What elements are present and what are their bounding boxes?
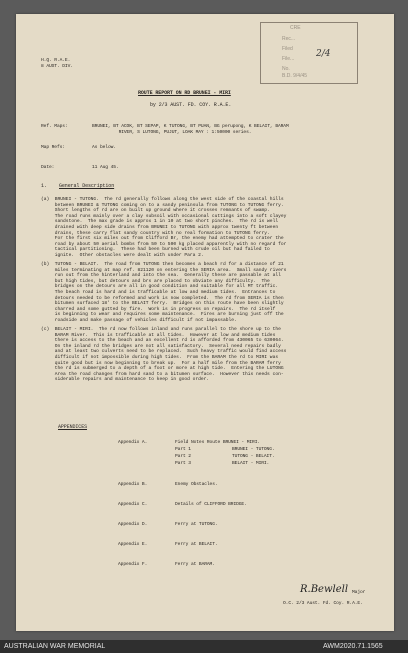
document-title: ROUTE REPORT ON RD BRUNEI - MIRI xyxy=(138,90,231,96)
ref-maps-text: BRUNEI, BT ACOK, BT SEPAP, K TUTONG, BT PUAN, BG perupong, K BELAIT, BARAM RIVER, S LUTONG, PUJUT, LOAK MAY : 1:50000 series. xyxy=(92,124,289,135)
ref-maps-label: Ref. Maps: xyxy=(41,124,68,129)
unit-line-2: 8 AUST. DIV. xyxy=(41,64,73,69)
signature: R.Bewlell xyxy=(300,584,349,595)
date-value: 11 Aug 45. xyxy=(92,165,119,170)
map-refs-label: Map Refs: xyxy=(41,145,65,150)
paragraph-c: (c) BELAIT - MIRI. The rd now follows inland and runs parallel to the shore up to the BARAM River. This is trafficable at all tides. However at low and medium tides there is access to the beach and an excellent rd is afforded from 430065 to 630064. On the inland rd the bridges are not all satisfactory. Several need repairs badly and at least two culverts need to be replaced. Such heavy traffic would find access difficult if not impossible during high tides. From the BARAM the rd to MIRI was quite good but is now beginning to break up. For a half mile from the BARAM ferry the rd is submerged to a depth of a foot or more at high tide. Entering the LUTONG Area the road changes from hard sand to a bitumen surface. However this needs con- siderable repairs and maintenance to keep in good order. xyxy=(41,327,287,383)
appendix-part: Part 1 xyxy=(175,447,191,452)
appendix-label: Appendix C. xyxy=(118,502,148,507)
appendix-label: Appendix F. xyxy=(118,562,148,567)
stamp-line: Filed xyxy=(282,46,293,52)
appendices-heading: APPENDICES xyxy=(58,424,88,430)
appendix-text: Field Notes Route BRUNEI - MIRI. xyxy=(175,440,261,445)
appendix-label: Appendix E. xyxy=(118,542,148,547)
appendix-text: Ferry at BELAIT. xyxy=(175,542,218,547)
registry-stamp xyxy=(260,22,358,84)
appendix-part-route: BELAIT - MIRI. xyxy=(232,461,270,466)
appendix-text: Ferry at TUTONG. xyxy=(175,522,218,527)
appendix-label: Appendix B. xyxy=(118,482,148,487)
paragraph-a: (a) BRUNEI - TUTONG. The rd generally follows along the west side of the coastal hills between BRUNEI & TUTONG coming on to a sandy peninsula from TUTONG to TUTONG ferry. Short lengths of rd are on built up ground where it crosses remnants of swamp. The road runs mainly over a clay subsoil with occasional cuttings into a soft clayey sandstone. The max grade is approx 1 in 10 at two short pinches. The rd is well drained with deep side drains from BRUNEI to TUTONG with approx twenty ft between drains, these carry flat sandy country with no real formation to TUTONG ferry. For the first six miles out from Clifford Br, the enemy had attempted to crater the road by about 50 aerial bombs from 50 to 500 kg placed apparently with no regard for tactical partitioning. These had been burned with crude oil but had failed to ignite. Other obstacles were dealt with under Para 2. xyxy=(41,197,287,258)
document-subtitle: by 2/3 AUST. FD. COY. R.A.E. xyxy=(150,102,232,108)
footer-accession-number: AWM2020.71.1565 xyxy=(323,643,383,650)
signatory-rank: Major xyxy=(352,590,366,595)
signatory-title: O.C. 2/3 Aust. Fd. Coy. R.A.E. xyxy=(283,601,363,606)
stamp-line: No. xyxy=(282,66,290,72)
stamp-line: Rec... xyxy=(282,36,296,42)
unit-line-1: H.Q. R.A.E. xyxy=(41,58,71,63)
appendix-text: Enemy Obstacles. xyxy=(175,482,218,487)
appendix-label: Appendix A. xyxy=(118,440,148,445)
map-refs-value: As below. xyxy=(92,145,116,150)
appendix-part-route: BRUNEI - TUTONG. xyxy=(232,447,275,452)
footer-institution: AUSTRALIAN WAR MEMORIAL xyxy=(4,643,106,650)
handwritten-note: 2/4 xyxy=(316,49,331,59)
section-heading: General Description xyxy=(59,183,115,189)
paragraph-b: (b) TUTONG - BELAIT. The road from TUTONG then becomes a beach rd for a distance of 21 miles terminating at map ref. 821120 on entering the SERIA area. Small sandy rivers run out from the hinterland and into the sea. Generally these are passable at all but high tides, but detours and brs are placed to obviate any difficulty. The bridges on the detours are all in good condition and suitable for all MT traffic. The beach road is hard and is trafficable at low and medium tides. Entrances to detours needed to be reformed and work is now completed. The rd from SERIA is then bitumen surfaced 18' to the BELAIT ferry. Bridges on this route have been slightly charred and some gutted by fire. Work is in progress on repairs. The rd itself is beginning to wear and requires some maintenance. Fires are burning just off the roadside and make passage of vehicles difficult if not impassable. xyxy=(41,262,287,323)
appendix-text: Details of CLIFFORD BRIDGE. xyxy=(175,502,247,507)
stamp-line: B.D. 9/4/45 xyxy=(282,73,308,79)
appendix-part-route: TUTONG - BELAIT. xyxy=(232,454,275,459)
appendix-part: Part 2 xyxy=(175,454,191,459)
stamp-line: CRE xyxy=(290,25,301,31)
appendix-text: Ferry at BARAM. xyxy=(175,562,215,567)
section-number: 1. xyxy=(41,183,47,189)
date-label: Date: xyxy=(41,165,55,170)
appendix-label: Appendix D. xyxy=(118,522,148,527)
stamp-line: File... xyxy=(282,56,295,62)
appendix-part: Part 3 xyxy=(175,461,191,466)
